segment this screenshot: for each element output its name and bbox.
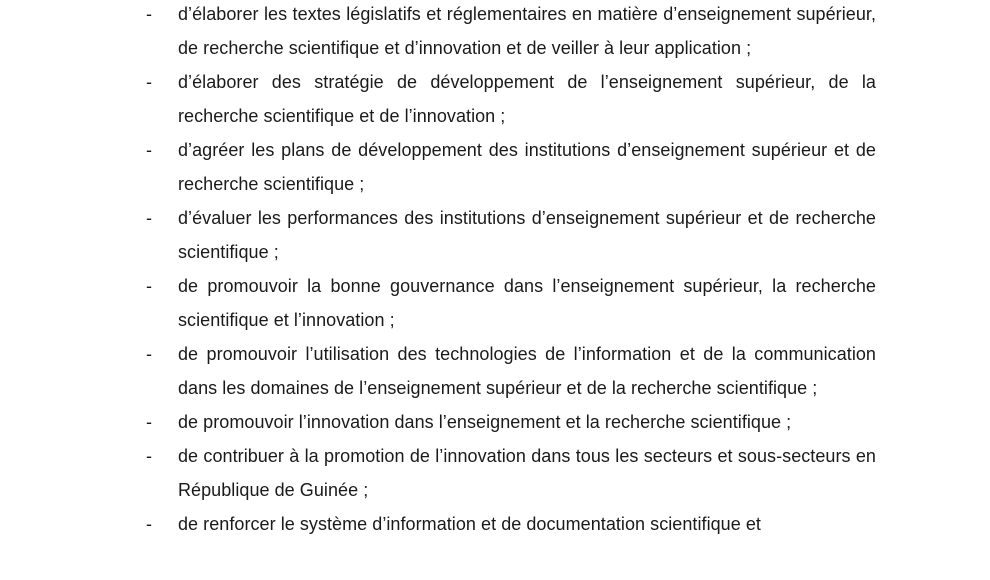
list-item	[0, 0, 876, 65]
bullet-dash: -	[146, 446, 152, 466]
list-item-text: de promouvoir l’innovation dans l’enseignement et la recherche scientifique ;	[178, 412, 792, 432]
list-item-text: d’élaborer les textes législatifs et réglementaires en matière d’enseignement supérieur, de recherche scientifique et d’innovation et de veiller à leur application ;	[178, 4, 876, 58]
list-item	[0, 269, 876, 337]
list-item	[0, 133, 876, 201]
bullet-dash: -	[146, 72, 152, 92]
list-item	[0, 439, 876, 507]
list-item-text: de renforcer le système d’information et de documentation scientifique et	[178, 514, 761, 534]
list-item-text: de promouvoir la bonne gouvernance dans l’enseignement supérieur, la recherche scientifique et l’innovation ;	[178, 276, 876, 330]
list-item	[0, 65, 876, 133]
bullet-dash: -	[146, 4, 152, 24]
list-item	[0, 507, 876, 541]
bullet-dash: -	[146, 276, 152, 296]
list-item	[0, 337, 876, 405]
bullet-dash: -	[146, 344, 152, 364]
list-item-text: de contribuer à la promotion de l’innovation dans tous les secteurs et sous-secteurs en République de Guinée ;	[178, 446, 876, 500]
list-item	[0, 405, 876, 439]
bullet-dash: -	[146, 412, 152, 432]
bullet-dash: -	[146, 208, 152, 228]
list-item-text: d’agréer les plans de développement des institutions d’enseignement supérieur et de recherche scientifique ;	[178, 140, 876, 194]
list-item-text: d’évaluer les performances des institutions d’enseignement supérieur et de recherche scientifique ;	[178, 208, 876, 262]
bullet-dash: -	[146, 514, 152, 534]
list-item	[0, 201, 876, 269]
list-item-text: d’élaborer des stratégie de développement de l’enseignement supérieur, de la recherche scientifique et de l’innovation ;	[178, 72, 876, 126]
list-item-text: de promouvoir l’utilisation des technologies de l’information et de la communication dans les domaines de l’enseignement supérieur et de la recherche scientifique ;	[178, 344, 876, 398]
bullet-dash: -	[146, 140, 152, 160]
